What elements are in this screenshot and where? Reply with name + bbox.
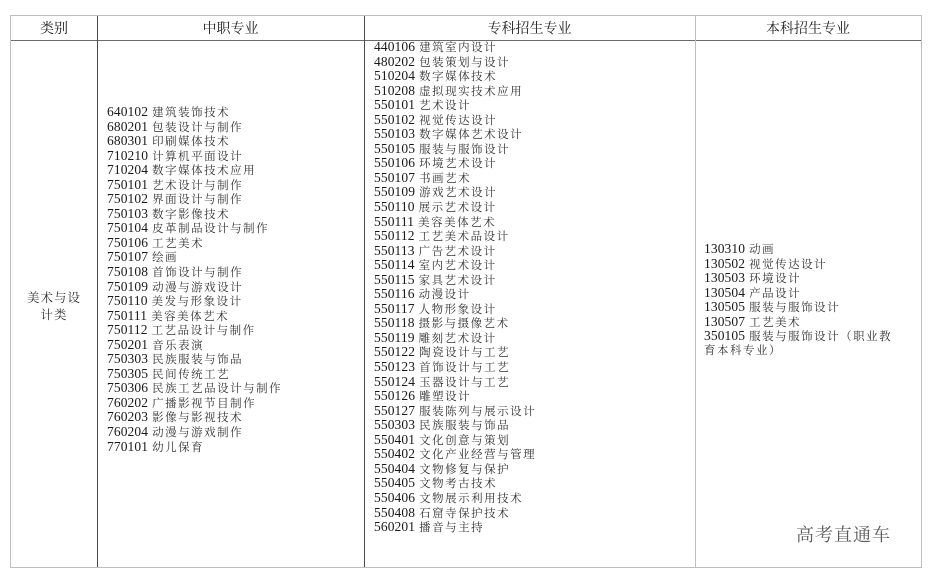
major-code: 550113 xyxy=(374,242,415,258)
major-code: 130505 xyxy=(704,299,746,315)
major-code: 680201 xyxy=(107,118,149,134)
list-item xyxy=(107,367,282,382)
major-code: 550405 xyxy=(374,475,416,491)
major-code: 550103 xyxy=(374,126,416,142)
category-line-2: 计类 xyxy=(40,307,68,322)
major-name: 建筑装饰技术 xyxy=(152,105,231,119)
major-name: 动漫与游戏制作 xyxy=(152,425,244,440)
list-item xyxy=(107,309,282,324)
major-name: 人物形象设计 xyxy=(418,301,497,316)
major-code: 770101 xyxy=(107,438,149,454)
list-item xyxy=(107,280,282,295)
list-item xyxy=(107,163,282,178)
major-name: 绘画 xyxy=(152,250,179,265)
list-item xyxy=(374,113,536,128)
list-item xyxy=(107,250,282,265)
list-item xyxy=(107,134,282,149)
major-code: 550109 xyxy=(374,184,416,200)
list-item xyxy=(374,345,536,360)
major-name: 服装陈列与展示设计 xyxy=(419,403,537,418)
benke-list xyxy=(704,242,919,357)
major-code: 130507 xyxy=(704,313,746,329)
major-code: 550116 xyxy=(374,286,415,302)
major-code: 750112 xyxy=(107,322,148,338)
list-item xyxy=(374,287,536,302)
major-name: 影像与影视技术 xyxy=(152,410,244,425)
major-name: 广告艺术设计 xyxy=(418,243,497,258)
major-code: 710210 xyxy=(107,147,149,163)
list-item xyxy=(107,338,282,353)
list-item xyxy=(374,520,536,535)
major-code: 550107 xyxy=(374,169,416,185)
major-name: 视觉传达设计 xyxy=(749,256,828,271)
major-name: 首饰设计与制作 xyxy=(152,265,244,280)
major-code: 550102 xyxy=(374,111,416,127)
benke-cell xyxy=(704,242,919,357)
list-item xyxy=(107,410,282,425)
major-code: 550111 xyxy=(374,213,415,229)
zhongzhi-list xyxy=(107,105,282,454)
major-code: 550101 xyxy=(374,97,416,113)
major-code: 750111 xyxy=(107,307,148,323)
major-name: 石窟寺保护技术 xyxy=(419,505,511,520)
major-code: 550401 xyxy=(374,431,416,447)
header-benke: 本科招生专业 xyxy=(695,16,921,41)
major-code: 750108 xyxy=(107,264,149,280)
major-name: 文物展示利用技术 xyxy=(419,490,524,505)
list-item xyxy=(374,84,536,99)
list-item xyxy=(107,149,282,164)
zhuanke-list xyxy=(374,40,536,535)
list-item xyxy=(374,55,536,70)
list-item xyxy=(374,433,536,448)
major-code: 510208 xyxy=(374,82,416,98)
major-code: 550115 xyxy=(374,271,415,287)
list-item xyxy=(374,229,536,244)
major-code: 550106 xyxy=(374,155,416,171)
list-item xyxy=(704,315,919,330)
major-name: 民族服装与饰品 xyxy=(152,352,244,367)
list-item xyxy=(107,236,282,251)
major-name: 动漫与游戏设计 xyxy=(152,279,244,294)
major-code: 750109 xyxy=(107,278,149,294)
list-item xyxy=(374,69,536,84)
major-code: 560201 xyxy=(374,519,416,535)
major-code: 550117 xyxy=(374,300,415,316)
major-code: 760204 xyxy=(107,424,149,440)
major-name: 美容美体艺术 xyxy=(418,214,497,229)
major-mapping-table xyxy=(10,15,922,568)
major-name: 环境艺术设计 xyxy=(419,156,498,171)
list-item xyxy=(107,265,282,280)
major-code: 750305 xyxy=(107,365,149,381)
major-code: 130503 xyxy=(704,270,746,286)
list-item xyxy=(107,120,282,135)
category-line-1: 美术与设 xyxy=(26,290,81,305)
major-name: 幼儿保育 xyxy=(152,439,205,454)
major-code: 760203 xyxy=(107,409,149,425)
major-code: 550123 xyxy=(374,359,416,375)
list-item xyxy=(374,491,536,506)
major-name: 美容美体艺术 xyxy=(151,308,230,323)
major-code: 750106 xyxy=(107,234,149,250)
list-item xyxy=(374,171,536,186)
major-name: 皮革制品设计与制作 xyxy=(152,221,270,236)
major-code: 750201 xyxy=(107,336,149,352)
major-name: 民族服装与饰品 xyxy=(419,418,511,433)
major-name: 书画艺术 xyxy=(419,170,472,185)
major-name: 播音与主持 xyxy=(419,520,485,535)
list-item xyxy=(374,506,536,521)
header-zhuanke: 专科招生专业 xyxy=(364,16,695,41)
major-name: 计算机平面设计 xyxy=(152,148,244,163)
header-category: 类别 xyxy=(11,16,97,41)
column-divider xyxy=(97,16,98,567)
major-code: 550127 xyxy=(374,402,416,418)
major-name: 数字媒体技术应用 xyxy=(152,163,257,178)
major-name: 游戏艺术设计 xyxy=(419,185,498,200)
major-name: 虚拟现实技术应用 xyxy=(419,83,524,98)
major-name: 工艺美术 xyxy=(749,314,802,329)
major-name: 界面设计与制作 xyxy=(152,192,244,207)
column-divider xyxy=(364,16,365,567)
major-code: 130502 xyxy=(704,255,746,271)
major-name: 陶瓷设计与工艺 xyxy=(419,345,511,360)
major-name: 艺术设计 xyxy=(419,98,472,113)
major-code: 550118 xyxy=(374,315,415,331)
list-item xyxy=(704,271,919,286)
list-item xyxy=(704,242,919,257)
list-item xyxy=(374,360,536,375)
major-name: 首饰设计与工艺 xyxy=(419,360,511,375)
major-code: 550408 xyxy=(374,504,416,520)
major-code: 550122 xyxy=(374,344,416,360)
list-item xyxy=(107,352,282,367)
list-item xyxy=(374,244,536,259)
list-item xyxy=(374,156,536,171)
list-item xyxy=(374,418,536,433)
list-item xyxy=(374,316,536,331)
list-item xyxy=(107,425,282,440)
list-item xyxy=(704,329,919,344)
major-name: 室内艺术设计 xyxy=(418,258,497,273)
list-item xyxy=(107,381,282,396)
major-name: 艺术设计与制作 xyxy=(152,177,244,192)
major-code: 750103 xyxy=(107,205,149,221)
major-code: 550119 xyxy=(374,329,415,345)
list-item xyxy=(374,98,536,113)
list-item xyxy=(374,404,536,419)
major-code: 750102 xyxy=(107,191,149,207)
major-code: 130310 xyxy=(704,241,746,256)
list-item xyxy=(704,286,919,301)
list-item xyxy=(374,258,536,273)
list-item xyxy=(374,302,536,317)
major-name: 环境设计 xyxy=(749,271,802,286)
major-name: 民间传统工艺 xyxy=(152,366,231,381)
major-name: 雕刻艺术设计 xyxy=(418,330,497,345)
list-item xyxy=(374,142,536,157)
major-code: 640102 xyxy=(107,104,149,119)
list-item xyxy=(374,273,536,288)
major-name: 玉器设计与工艺 xyxy=(419,374,511,389)
list-item xyxy=(374,375,536,390)
list-item xyxy=(374,476,536,491)
major-code: 550303 xyxy=(374,417,416,433)
major-code: 510204 xyxy=(374,68,416,84)
list-item xyxy=(107,294,282,309)
major-code: 750303 xyxy=(107,351,149,367)
major-name: 雕塑设计 xyxy=(419,389,472,404)
major-name: 文化产业经营与管理 xyxy=(419,447,537,462)
list-item xyxy=(374,447,536,462)
list-item xyxy=(107,207,282,222)
list-item xyxy=(374,331,536,346)
major-code: 550110 xyxy=(374,199,415,215)
list-item xyxy=(374,185,536,200)
major-code: 550406 xyxy=(374,489,416,505)
category-cell xyxy=(11,289,97,323)
major-code: 350105 xyxy=(704,328,746,344)
major-name: 服装与服饰设计（职业教 xyxy=(749,329,893,344)
zhuanke-cell xyxy=(374,40,536,535)
major-name: 建筑室内设计 xyxy=(419,40,498,54)
major-name: 数字影像技术 xyxy=(152,206,231,221)
major-name: 文物考古技术 xyxy=(419,476,498,491)
major-name: 包装设计与制作 xyxy=(152,119,244,134)
list-item xyxy=(374,389,536,404)
list-item xyxy=(107,221,282,236)
major-name: 印刷媒体技术 xyxy=(152,134,231,149)
major-name: 数字媒体艺术设计 xyxy=(419,127,524,142)
major-code: 550105 xyxy=(374,140,416,156)
major-name: 摄影与摄像艺术 xyxy=(418,316,510,331)
list-item xyxy=(107,105,282,120)
major-name: 服装与服饰设计 xyxy=(419,141,511,156)
major-name: 包装策划与设计 xyxy=(419,54,511,69)
list-item xyxy=(107,396,282,411)
column-divider xyxy=(695,16,696,567)
major-code: 710204 xyxy=(107,162,149,178)
major-name: 音乐表演 xyxy=(152,337,205,352)
major-name: 工艺美术品设计 xyxy=(418,229,510,244)
major-name: 文化创意与策划 xyxy=(419,432,511,447)
major-name: 产品设计 xyxy=(749,285,802,300)
major-code: 760202 xyxy=(107,394,149,410)
major-name: 家具艺术设计 xyxy=(418,272,497,287)
list-item-continuation xyxy=(704,344,919,358)
major-code: 130504 xyxy=(704,284,746,300)
major-code: 750306 xyxy=(107,380,149,396)
major-code: 750101 xyxy=(107,176,149,192)
major-name: 视觉传达设计 xyxy=(419,112,498,127)
list-item xyxy=(704,300,919,315)
major-code: 440106 xyxy=(374,39,416,54)
major-code: 550126 xyxy=(374,388,416,404)
list-item xyxy=(107,192,282,207)
major-code: 550402 xyxy=(374,446,416,462)
major-code: 680301 xyxy=(107,133,149,149)
list-item xyxy=(107,440,282,455)
major-name: 民族工艺品设计与制作 xyxy=(152,381,283,396)
major-name: 动画 xyxy=(749,242,776,256)
major-name: 文物修复与保护 xyxy=(419,461,511,476)
list-item xyxy=(374,215,536,230)
major-name: 工艺美术 xyxy=(152,235,205,250)
major-code: 750107 xyxy=(107,249,149,265)
major-code: 480202 xyxy=(374,53,416,69)
header-zhongzhi: 中职专业 xyxy=(97,16,364,41)
major-name: 动漫设计 xyxy=(418,287,471,302)
major-code: 750110 xyxy=(107,293,148,309)
major-name: 美发与形象设计 xyxy=(151,294,243,309)
list-item xyxy=(374,200,536,215)
major-name: 工艺品设计与制作 xyxy=(151,323,256,338)
list-item xyxy=(374,462,536,477)
list-item xyxy=(107,178,282,193)
major-name: 服装与服饰设计 xyxy=(749,300,841,315)
list-item xyxy=(374,40,536,55)
zhongzhi-cell xyxy=(107,105,282,454)
major-name: 数字媒体技术 xyxy=(419,69,498,84)
list-item xyxy=(374,127,536,142)
major-code: 550404 xyxy=(374,460,416,476)
major-name: 广播影视节目制作 xyxy=(152,395,257,410)
major-code: 750104 xyxy=(107,220,149,236)
major-code: 550112 xyxy=(374,228,415,244)
list-item xyxy=(704,257,919,272)
major-name: 展示艺术设计 xyxy=(418,200,497,215)
watermark-text: 高考直通车 xyxy=(796,525,891,546)
major-code: 550124 xyxy=(374,373,416,389)
list-item xyxy=(107,323,282,338)
major-code: 550114 xyxy=(374,257,415,273)
major-name-continuation: 育本科专业） xyxy=(704,342,782,357)
